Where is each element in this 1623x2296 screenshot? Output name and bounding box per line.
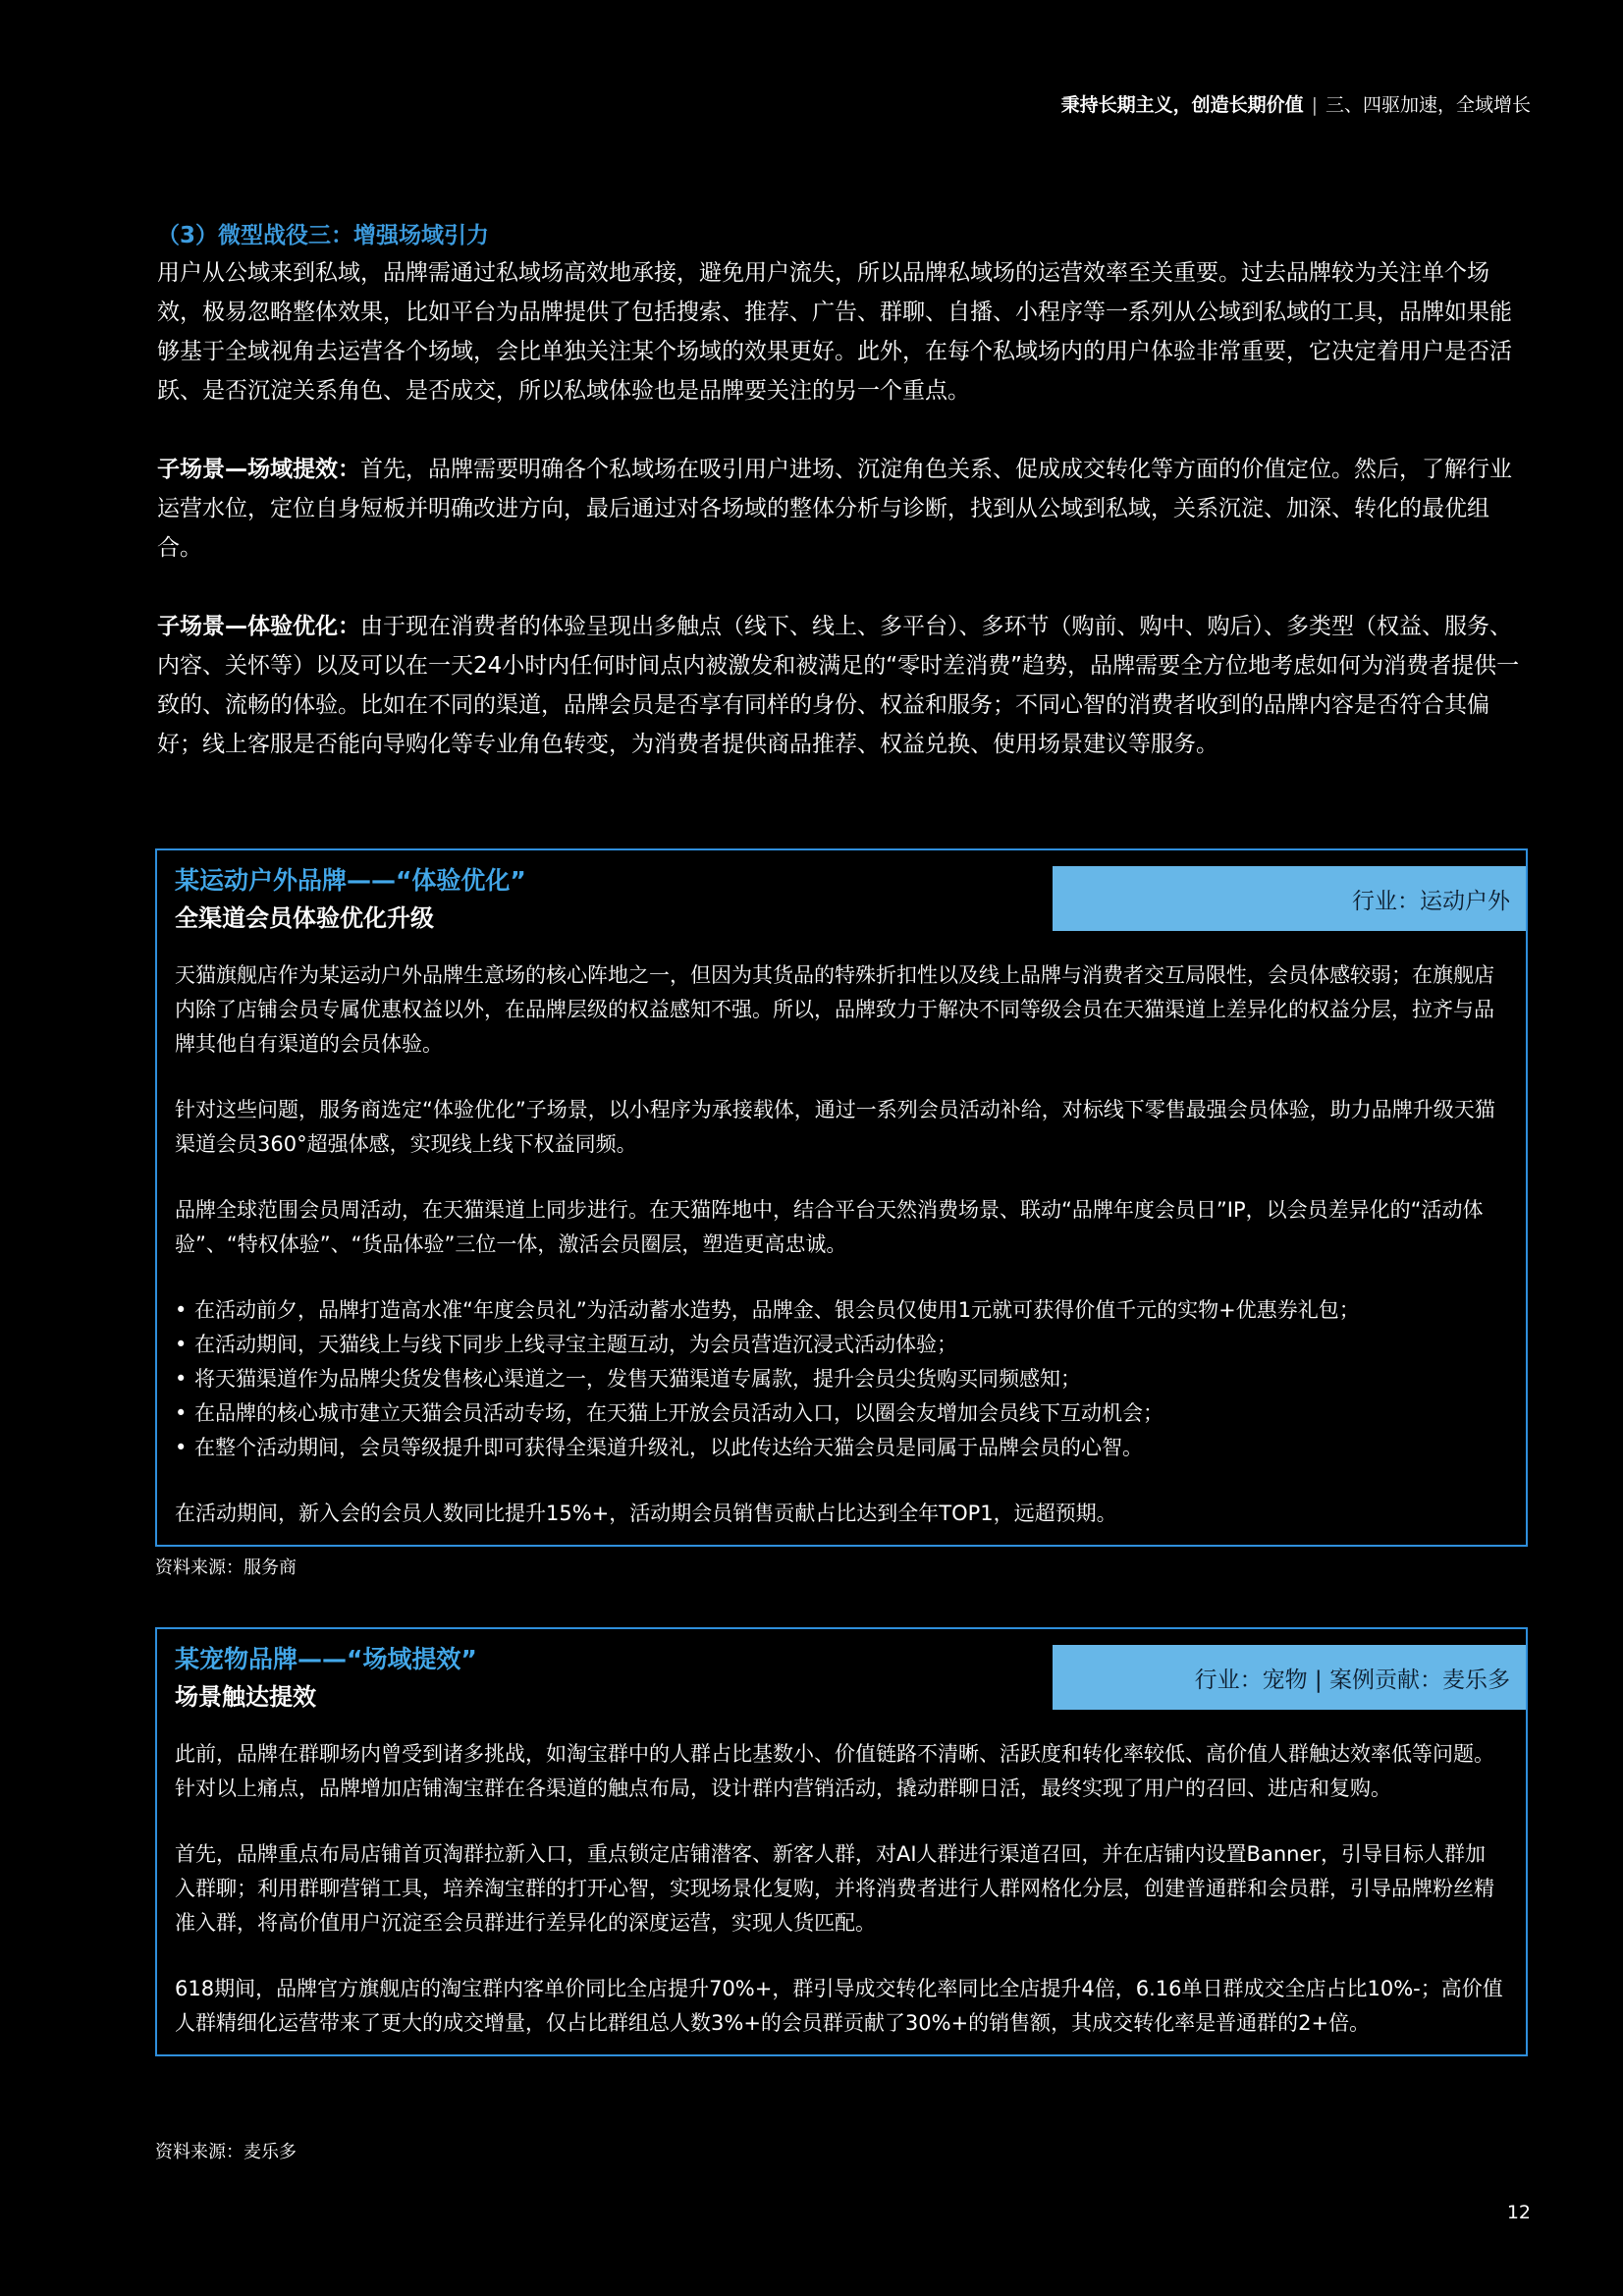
sub-scene-experience-optimization [157,607,1532,764]
case-title: 某宠物品牌——“场域提效” [175,1645,477,1673]
case-box-sports-outdoor [155,848,1528,1547]
case-bullet-list [175,1293,1504,1465]
case-body [157,939,1526,1545]
source-note: 资料来源：服务商 [155,1558,297,1578]
case-subtitle: 场景触达提效 [175,1683,316,1711]
case-body [157,1718,1526,2054]
list-item: • 在整个活动期间，会员等级提升即可获得全渠道升级礼，以此传达给天猫会员是同属于品牌会员的心智。 [175,1431,1504,1465]
intro-paragraph: 用户从公域来到私域，品牌需通过私域场高效地承接，避免用户流失，所以品牌私域场的运营效率至关重要。过去品牌较为关注单个场效，极易忽略整体效果，比如平台为品牌提供了包括搜索、推荐、广告、群聊、自播、小程序等一系列从公域到私域的工具，品牌如果能够基于全域视角去运营各个场域，会比单独关注某个场域的效果更好。此外，在每个私域场内的用户体验非常重要，它决定着用户是否活跃、是否沉淀关系角色、是否成交，所以私域体验也是品牌要关注的另一个重点。 [157,260,1512,404]
case-paragraph: 天猫旗舰店作为某运动户外品牌生意场的核心阵地之一，但因为其货品的特殊折扣性以及线上品牌与消费者交互局限性，会员体感较弱；在旗舰店内除了店铺会员专属优惠权益以外，在品牌层级的权益感知不强。所以，品牌致力于解决不同等级会员在天猫渠道上差异化的权益分层，拉齐与品牌其他自有渠道的会员体验。 [175,963,1494,1056]
case-title: 某运动户外品牌——“体验优化” [175,866,526,895]
industry-tag: 行业：宠物 | 案例贡献：麦乐多 [1053,1645,1526,1710]
case-paragraph: 首先，品牌重点布局店铺首页淘群拉新入口，重点锁定店铺潜客、新客人群，对AI人群进行渠道召回，并在店铺内设置Banner，引导目标人群加入群聊；利用群聊营销工具，培养淘宝群的打开心智，实现场景化复购，并将消费者进行人群网格化分层，创建普通群和会员群，引导品牌粉丝精准入群，将高价值用户沉淀至会员群进行差异化的深度运营，实现人货匹配。 [175,1842,1494,1935]
case-header [157,850,1526,939]
section-title: （3）微型战役三：增强场域引力 [157,223,490,248]
list-item: • 将天猫渠道作为品牌尖货发售核心渠道之一，发售天猫渠道专属款，提升会员尖货购买同频感知； [175,1362,1504,1396]
page-number: 12 [1506,2202,1531,2223]
source-note: 资料来源：麦乐多 [155,2142,297,2162]
case-subtitle: 全渠道会员体验优化升级 [175,904,434,932]
case-paragraph: 针对这些问题，服务商选定“体验优化”子场景，以小程序为承接载体，通过一系列会员活动补给，对标线下零售最强会员体验，助力品牌升级天猫渠道会员360°超强体感，实现线上线下权益同频。 [175,1098,1495,1156]
list-item: • 在活动期间，天猫线上与线下同步上线寻宝主题互动，为会员营造沉浸式活动体验； [175,1328,1504,1362]
list-item: • 在品牌的核心城市建立天猫会员活动专场，在天猫上开放会员活动入口，以圈会友增加会员线下互动机会； [175,1396,1504,1431]
case-box-pet [155,1627,1528,2056]
header-report-title: 秉持长期主义，创造长期价值 [1060,94,1304,116]
case-paragraph: 此前，品牌在群聊场内曾受到诸多挑战，如淘宝群中的人群占比基数小、价值链路不清晰、活跃度和转化率较低、高价值人群触达效率低等问题。针对以上痛点，品牌增加店铺淘宝群在各渠道的触点布局，设计群内营销活动，撬动群聊日活，最终实现了用户的召回、进店和复购。 [175,1742,1494,1800]
main-text [157,218,1532,764]
case-result: 在活动期间，新入会的会员人数同比提升15%+，活动期会员销售贡献占比达到全年TOP1，远超预期。 [175,1502,1117,1525]
sub-scene-text: 由于现在消费者的体验呈现出多触点（线下、线上、多平台）、多环节（购前、购中、购后）、多类型（权益、服务、内容、关怀等）以及可以在一天24小时内任何时间点内被激发和被满足的“零时差消费”趋势，品牌需要全方位地考虑如何为消费者提供一致的、流畅的体验。比如在不同的渠道，品牌会员是否享有同样的身份、权益和服务；不同心智的消费者收到的品牌内容是否符合其偏好；线上客服是否能向导购化等专业角色转变，为消费者提供商品推荐、权益兑换、使用场景建议等服务。 [157,614,1520,757]
case-paragraph: 618期间，品牌官方旗舰店的淘宝群内客单价同比全店提升70%+，群引导成交转化率同比全店提升4倍，6.16单日群成交全店占比10%-；高价值人群精细化运营带来了更大的成交增量，仅占比群组总人数3%+的会员群贡献了30%+的销售额，其成交转化率是普通群的2+倍。 [175,1977,1503,2035]
running-header [1061,90,1531,117]
sub-scene-text: 首先，品牌需要明确各个私域场在吸引用户进场、沉淀角色关系、促成成交转化等方面的价值定位。然后，了解行业运营水位，定位自身短板并明确改进方向，最后通过对各场域的整体分析与诊断，找到从公域到私域，关系沉淀、加深、转化的最优组合。 [157,457,1512,561]
list-item: • 在活动前夕，品牌打造高水准“年度会员礼”为活动蓄水造势，品牌金、银会员仅使用1元就可获得价值千元的实物+优惠券礼包； [175,1293,1504,1328]
sub-scene-label: 子场景—场域提效： [157,457,360,482]
industry-tag: 行业：运动户外 [1053,866,1526,931]
case-paragraph: 品牌全球范围会员周活动，在天猫渠道上同步进行。在天猫阵地中，结合平台天然消费场景、联动“品牌年度会员日”IP，以会员差异化的“活动体验”、“特权体验”、“货品体验”三位一体，激活会员圈层，塑造更高忠诚。 [175,1198,1484,1256]
header-section-name: 三、四驱加速，全域增长 [1325,94,1531,116]
sub-scene-label: 子场景—体验优化： [157,614,360,639]
header-separator: | [1311,94,1318,116]
sub-scene-field-efficiency [157,450,1532,568]
case-header [157,1629,1526,1718]
